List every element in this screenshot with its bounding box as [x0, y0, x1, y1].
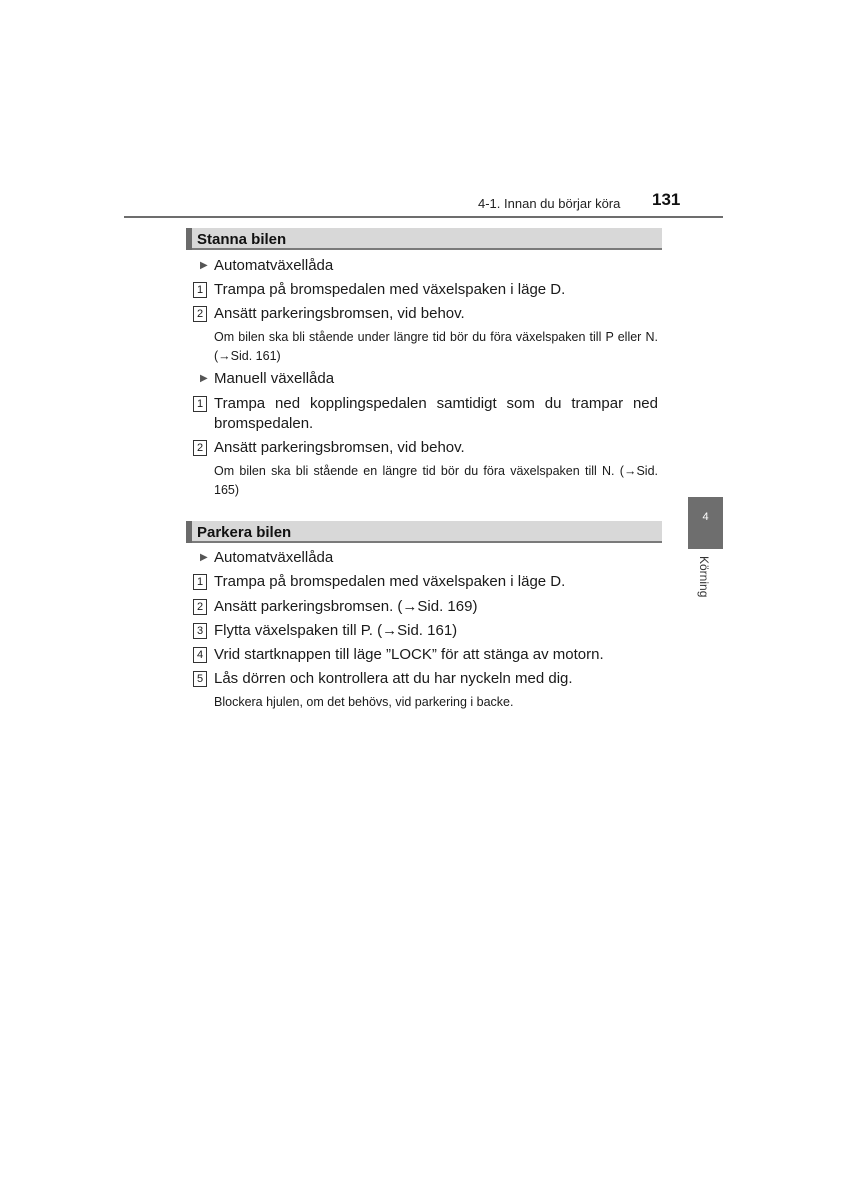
- section-title: Stanna bilen: [197, 231, 287, 248]
- step-text: Flytta växelspaken till P. (→Sid. 161): [214, 622, 458, 639]
- group-label-text: Automatväxellåda: [214, 257, 334, 274]
- note-text: Om bilen ska bli stående under längre tid bör du föra växelspaken till P eller N. (→Sid. 161): [214, 330, 658, 363]
- step-number-box: 1: [193, 396, 207, 412]
- triangle-bullet-icon: ▶: [200, 260, 208, 271]
- step-number-box: 1: [193, 574, 207, 590]
- group-label-text: Manuell växellåda: [214, 370, 335, 387]
- step-item: [186, 394, 662, 434]
- step-text: Ansätt parkeringsbromsen. (→Sid. 169): [214, 598, 478, 615]
- step-text: Trampa på bromspedalen med växelspaken i läge D.: [214, 573, 566, 590]
- section-heading-parkera-bilen: [186, 521, 662, 543]
- section-heading-accent: [186, 228, 192, 250]
- group-label-text: Automatväxellåda: [214, 549, 334, 566]
- step-number-box: 4: [193, 647, 207, 663]
- step-number-box: 2: [193, 599, 207, 615]
- page-number: 131: [652, 190, 681, 209]
- chapter-number: 4: [702, 511, 709, 523]
- step-number-box: 5: [193, 671, 207, 687]
- step-text: Vrid startknappen till läge ”LOCK” för att stänga av motorn.: [214, 646, 604, 663]
- section-heading-accent: [186, 521, 192, 543]
- section-heading-stanna-bilen: [186, 228, 662, 250]
- note-text: Om bilen ska bli stående en längre tid bör du föra växelspaken till N. (→Sid. 165): [214, 464, 658, 497]
- triangle-bullet-icon: ▶: [200, 552, 208, 563]
- step-number-box: 2: [193, 440, 207, 456]
- section-title: Parkera bilen: [197, 524, 292, 541]
- step-text: Trampa på bromspedalen med växelspaken i läge D.: [214, 281, 566, 298]
- step-text: Trampa ned kopplingspedalen samtidigt som du trampar ned bromspedalen.: [214, 395, 658, 432]
- step-text: Lås dörren och kontrollera att du har nyckeln med dig.: [214, 670, 573, 687]
- note-text: Blockera hjulen, om det behövs, vid parkering i backe.: [214, 695, 514, 709]
- chapter-label: Körning: [697, 556, 711, 598]
- step-number-box: 3: [193, 623, 207, 639]
- triangle-bullet-icon: ▶: [200, 373, 208, 384]
- header-section-title: 4-1. Innan du börjar köra: [478, 196, 621, 211]
- step-text: Ansätt parkeringsbromsen, vid behov.: [214, 439, 465, 456]
- step-number-box: 2: [193, 306, 207, 322]
- header-rule: [124, 216, 723, 218]
- step-number-box: 1: [193, 282, 207, 298]
- step-text: Ansätt parkeringsbromsen, vid behov.: [214, 305, 465, 322]
- chapter-tab: [688, 497, 723, 549]
